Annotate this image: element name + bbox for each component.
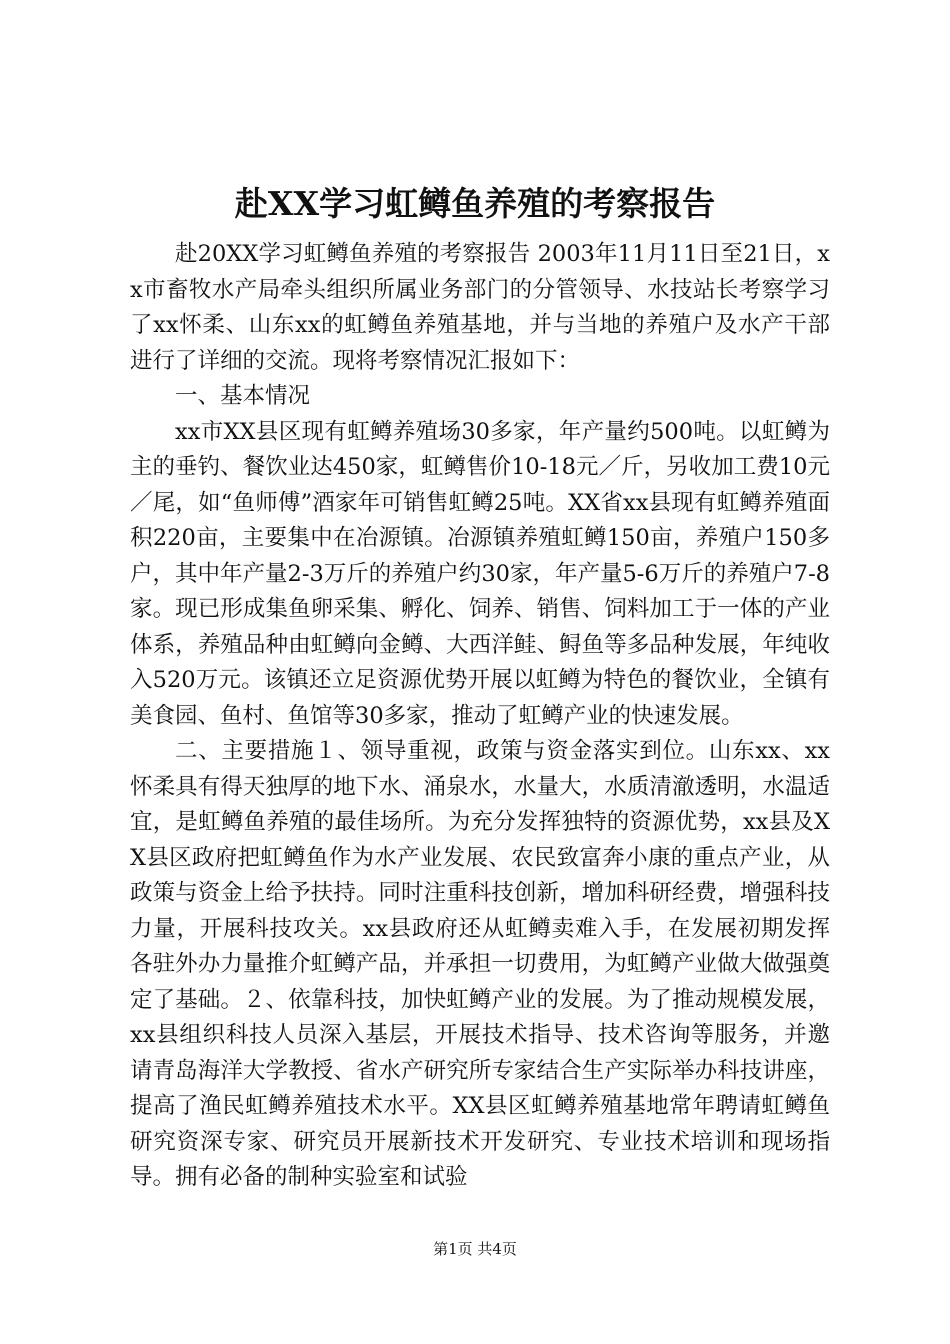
main-measures-paragraph: 二、主要措施１、领导重视，政策与资金落实到位。山东xx、xx怀柔具有得天独厚的地下水、涌泉水，水量大，水质清澈透明，水温适宜，是虹鳟鱼养殖的最佳场所。为充分发挥独特的资源优势，xx县及XX县区政府把虹鳟鱼作为水产业发展、农民致富奔小康的重点产业，从政策与资金上给予扶持。同时注重科技创新，增加科研经费，增强科技力量，开展科技攻关。xx县政府还从虹鳟卖难入手，在发展初期发挥各驻外办力量推介虹鳟产品，并承担一切费用，为虹鳟产业做大做强奠定了基础。２、依靠科技，加快虹鳟产业的发展。为了推动规模发展，xx县组织科技人员深入基层，开展技术指导、技术咨询等服务，并邀请青岛海洋大学教授、省水产研究所专家结合生产实际举办科技讲座，提高了渔民虹鳟养殖技术水平。XX县区虹鳟养殖基地常年聘请虹鳟鱼研究资深专家、研究员开展新技术开发研究、专业技术培训和现场指导。拥有必备的制种实验室和试验 [130, 738, 830, 1190]
basic-situation-paragraph: xx市XX县区现有虹鳟养殖场30多家，年产量约500吨。以虹鳟为主的垂钓、餐饮业达450家，虹鳟售价10-18元／斤，另收加工费10元／尾，如“鱼师傅”酒家年可销售虹鳟25吨。XX省xx县现有虹鳟养殖面积220亩，主要集中在冶源镇。冶源镇养殖虹鳟150亩，养殖户150多户，其中年产量2-3万斤的养殖户约30家，年产量5-6万斤的养殖户7-8家。现已形成集鱼卵采集、孵化、饲养、销售、饲料加工于一体的产业体系，养殖品种由虹鳟向金鳟、大西洋鲑、鲟鱼等多品种发展，年纯收入520万元。该镇还立足资源优势开展以虹鳟为特色的餐饮业，全镇有美食园、鱼村、鱼馆等30多家，推动了虹鳟产业的快速发展。 [130, 418, 830, 729]
intro-paragraph: 赴20XX学习虹鳟鱼养殖的考察报告 2003年11月11日至21日，xx市畜牧水产局牵头组织所属业务部门的分管领导、水技站长考察学习了xx怀柔、山东xx的虹鳟鱼养殖基地，并与当地的养殖户及水产干部进行了详细的交流。现将考察情况汇报如下： [130, 241, 830, 374]
document-title: 赴XX学习虹鳟鱼养殖的考察报告 [234, 184, 716, 223]
page-footer: 第1页 共4页 [433, 1240, 517, 1258]
document-body [130, 237, 830, 1196]
section-heading-basic-situation: 一、基本情况 [175, 383, 311, 409]
